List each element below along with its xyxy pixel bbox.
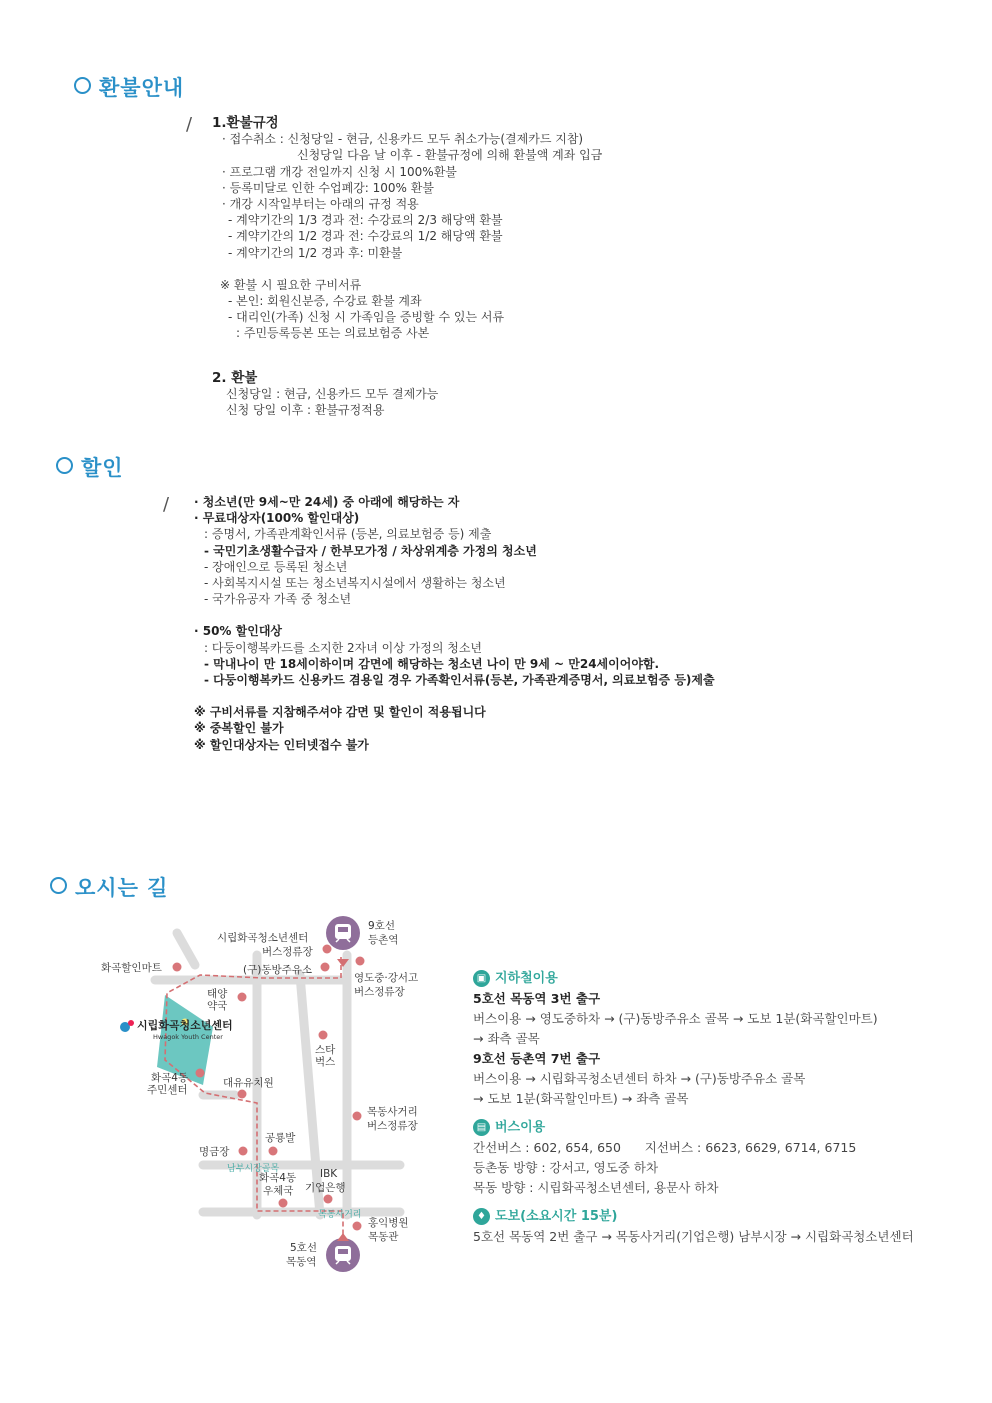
directions-title — [50, 872, 168, 902]
road — [300, 975, 320, 1215]
bus-line: 간선버스 : 602, 654, 650 지선버스 : 6623, 6629, 6714, 6715 — [473, 1140, 857, 1155]
bus-line: 목동 방향 : 시립화곡청소년센터, 용문사 하차 — [473, 1180, 719, 1195]
discount-line: - 사회복지시설 또는 청소년복지시설에서 생활하는 청소년 — [204, 576, 506, 591]
discount-title — [56, 452, 124, 482]
map-pin — [238, 993, 247, 1002]
directions-title-text: 오시는 길 — [75, 876, 169, 900]
subway-line: 버스이용 → 시립화곡청소년센터 하차 → (구)동방주유소 골목 — [473, 1071, 806, 1086]
map-pin — [356, 957, 365, 966]
map-pin — [196, 1069, 205, 1078]
map-label: 버스정류장 — [354, 986, 405, 998]
bus-icon: ▤ — [473, 1119, 490, 1136]
map-label: 시립화곡청소년센터 — [137, 1019, 233, 1032]
discount-note: ※ 중복할인 불가 — [194, 721, 284, 736]
subway-window-icon — [338, 1249, 348, 1254]
bus-line: 등촌동 방향 : 강서고, 영도중 하차 — [473, 1160, 659, 1175]
refund-title-text: 환불안내 — [99, 76, 185, 100]
map-label: 화곡할인마트 — [101, 962, 162, 974]
map-label: Hwagok Youth Center — [153, 1033, 223, 1041]
subway-sub: 5호선 목동역 3번 출구 — [473, 991, 601, 1006]
discount-line: - 다둥이행복카드 신용카드 겸용일 경우 가족확인서류(등본, 가족관계증명서, 의료보험증 등)제출 — [204, 673, 715, 688]
slash-mark: / — [186, 114, 193, 135]
discount-body — [194, 494, 715, 753]
bus-heading-text: 버스이용 — [495, 1119, 546, 1135]
map-pin — [269, 1147, 278, 1156]
rule-line: · 개강 시작일부터는 아래의 규정 적용 — [222, 197, 419, 212]
road — [177, 933, 195, 965]
map-label: 목동사거리 — [367, 1106, 418, 1118]
slash-mark: / — [163, 494, 170, 515]
discount-line: - 막내나이 만 18세이하이며 감면에 해당하는 청소년 나이 만 9세 ~ 만24세이어야함. — [204, 656, 660, 671]
map-label: 등촌역 — [368, 934, 399, 946]
map-label: 목동사거리 — [318, 1210, 362, 1220]
map-label: 우체국 — [263, 1185, 294, 1197]
map-label: 명금장 — [199, 1146, 230, 1158]
refund-line: 신청 당일 이후 : 환불규정적용 — [226, 403, 385, 418]
map-label: 대유유치원 — [223, 1077, 274, 1089]
discount-note: ※ 구비서류를 지참해주셔야 감면 및 할인이 적용됩니다 — [194, 705, 486, 720]
map-pin — [238, 1090, 247, 1099]
rule-line: - 계약기간의 1/2 경과 전: 수강료의 1/2 해당액 환불 — [228, 229, 503, 244]
discount-line: · 50% 할인대상 — [194, 624, 283, 639]
map-label: 벅스 — [315, 1056, 336, 1068]
map-label: 기업은행 — [305, 1182, 346, 1194]
rule-line: · 등록미달로 인한 수업폐강: 100% 환불 — [222, 180, 434, 195]
map-pin — [239, 1147, 248, 1156]
walk-heading-text: 도보(소요시간 15분) — [495, 1208, 618, 1224]
subway-icon: ▣ — [473, 970, 490, 987]
center-logo-dot-icon — [128, 1020, 134, 1026]
map-label: 공룡발 — [265, 1132, 296, 1144]
circle-bullet-icon — [56, 457, 73, 474]
docs-line: - 본인: 회원신분증, 수강료 환불 계좌 — [228, 294, 422, 309]
discount-line: - 장애인으로 등록된 청소년 — [204, 559, 348, 574]
circle-bullet-icon — [50, 877, 67, 894]
map-pin — [324, 1195, 333, 1204]
refund-rules — [212, 115, 602, 418]
walk-heading — [473, 1208, 914, 1225]
rule-line: - 계약기간의 1/3 경과 전: 수강료의 2/3 해당액 환불 — [228, 213, 503, 228]
directions-text — [473, 970, 914, 1249]
docs-line: ※ 환불 시 필요한 구비서류 — [220, 277, 362, 292]
refund-heading: 2. 환불 — [212, 369, 258, 386]
refund-line: 신청당일 : 현금, 신용카드 모두 결제가능 — [226, 386, 439, 401]
map-label: 시립화곡청소년센터 — [217, 932, 309, 944]
bus-heading — [473, 1119, 914, 1136]
map-label: (구)동방주유소 — [243, 964, 313, 976]
location-map — [95, 915, 450, 1280]
map-label: 목동역 — [286, 1256, 317, 1268]
map-label: 9호선 — [368, 920, 395, 932]
refund-title — [74, 72, 184, 102]
map-label: 버스정류장 — [262, 946, 313, 958]
rules-heading: 1.환불규정 — [212, 115, 279, 131]
map-label: 홍익병원 — [368, 1217, 409, 1229]
map-pin — [353, 1112, 362, 1121]
map-label: 화곡4동 — [259, 1172, 297, 1184]
rule-line: · 접수취소 : 신청당일 - 현금, 신용카드 모두 취소가능(결제카드 지참) — [222, 132, 584, 147]
subway-window-icon — [338, 927, 348, 932]
subway-heading — [473, 970, 914, 987]
map-pin — [279, 1199, 288, 1208]
docs-line: - 대리인(가족) 신청 시 가족임을 증빙할 수 있는 서류 — [228, 310, 505, 325]
discount-line: : 다둥이행복카드를 소지한 2자녀 이상 가정의 청소년 — [204, 640, 482, 655]
map-label: 약국 — [207, 1000, 228, 1012]
discount-line: : 증명서, 가족관계확인서류 (등본, 의료보험증 등) 제출 — [204, 527, 492, 542]
map-pin — [319, 1031, 328, 1040]
subway-sub: 9호선 등촌역 7번 출구 — [473, 1051, 601, 1066]
docs-line: : 주민등록등본 또는 의료보험증 사본 — [236, 326, 430, 341]
subway-heading-text: 지하철이용 — [495, 970, 558, 986]
subway-line: → 도보 1분(화곡할인마트) → 좌측 골목 — [473, 1091, 689, 1106]
map-label: 주민센터 — [147, 1084, 188, 1096]
map-label: 스타 — [315, 1044, 336, 1056]
map-pin — [321, 963, 330, 972]
discount-line: · 청소년(만 9세~만 24세) 중 아래에 해당하는 자 — [194, 495, 460, 509]
discount-note: ※ 할인대상자는 인터넷접수 불가 — [194, 737, 369, 752]
walk-line: 5호선 목동역 2번 출구 → 목동사거리(기업은행) 남부시장 → 시립화곡청소년센터 — [473, 1229, 914, 1244]
map-label: 목동관 — [368, 1231, 399, 1243]
map-pin — [323, 945, 332, 954]
discount-line: - 국민기초생활수급자 / 한부모가정 / 차상위계층 가정의 청소년 — [204, 543, 537, 558]
rule-line: 신청당일 다음 날 이후 - 환불규정에 의해 환불액 계좌 입금 — [297, 148, 603, 163]
map-label: IBK — [320, 1168, 338, 1180]
discount-line: · 무료대상자(100% 할인대상) — [194, 511, 360, 526]
map-label: 5호선 — [290, 1242, 317, 1254]
map-label: 영도중·강서고 — [354, 972, 419, 984]
map-label: 남부시장골목 — [227, 1164, 280, 1174]
map-pin — [173, 963, 182, 972]
walk-icon: ♦ — [473, 1208, 490, 1225]
rule-line: - 계약기간의 1/2 경과 후: 미환불 — [228, 245, 403, 260]
rule-line: · 프로그램 개강 전일까지 신청 시 100%환불 — [222, 164, 457, 179]
discount-title-text: 할인 — [81, 456, 124, 480]
arrow-up-icon — [337, 1233, 349, 1241]
map-label: 태양 — [207, 988, 228, 1000]
subway-line: 버스이용 → 영도중하차 → (구)동방주유소 골목 → 도보 1분(화곡할인마트) — [473, 1011, 878, 1026]
map-pin — [353, 1222, 362, 1231]
subway-line: → 좌측 골목 — [473, 1031, 540, 1046]
map-label: 버스정류장 — [367, 1120, 418, 1132]
discount-line: - 국가유공자 가족 중 청소년 — [204, 592, 352, 607]
map-label: 화곡4동 — [151, 1072, 189, 1084]
circle-bullet-icon — [74, 77, 91, 94]
